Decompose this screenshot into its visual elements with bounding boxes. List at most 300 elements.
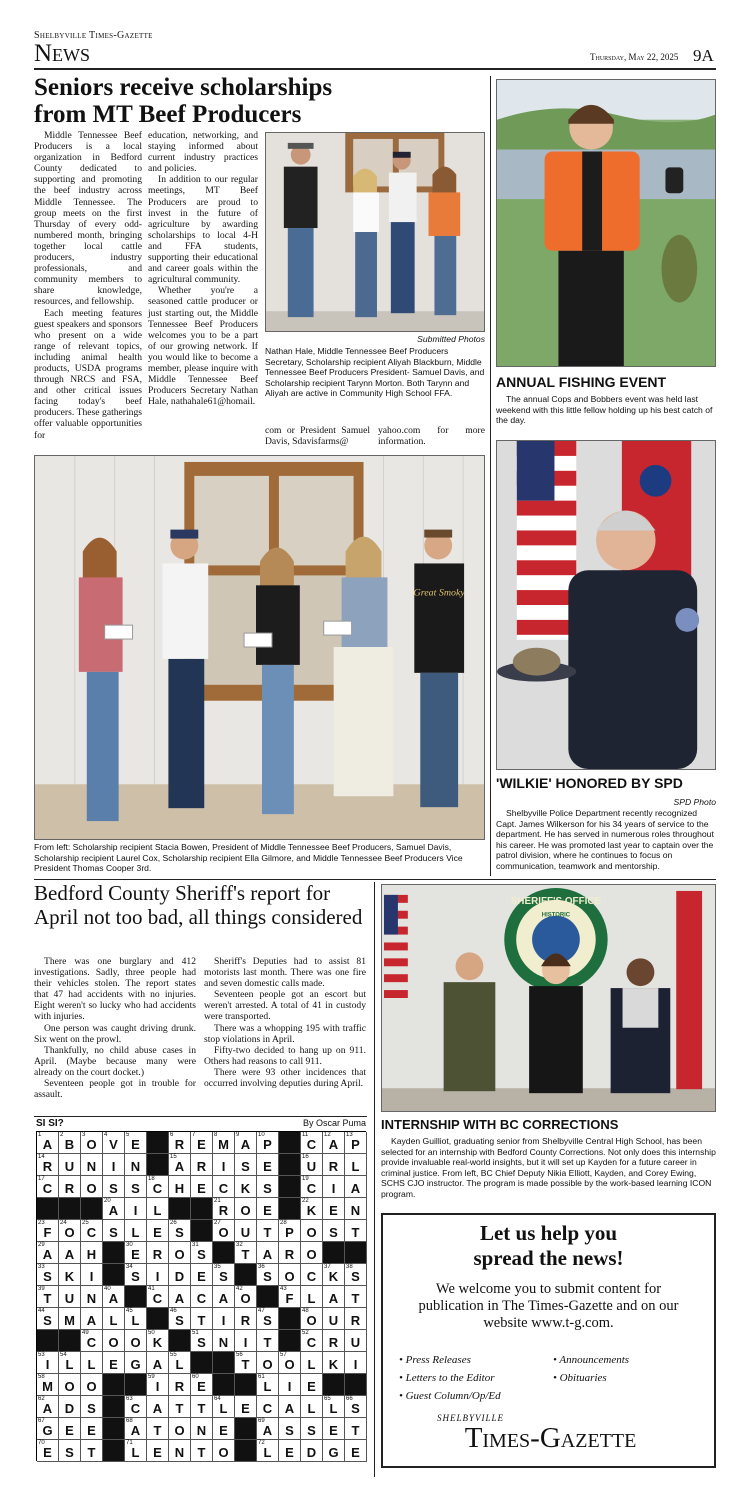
crossword-cell	[279, 1440, 301, 1462]
crossword-letter: G	[328, 1445, 339, 1460]
promo-body: We welcome you to submit content for publication in The Times-Gazette and on our website www.t-g.com.	[418, 1281, 679, 1331]
crossword-cell	[37, 1396, 59, 1418]
crossword-cell	[257, 1264, 279, 1286]
crossword-cell	[191, 1132, 213, 1154]
crossword-cell	[81, 1440, 103, 1462]
crossword-letter: N	[86, 1291, 97, 1306]
crossword-letter: I	[221, 1159, 226, 1174]
crossword-cell	[37, 1220, 59, 1242]
crossword-letter: L	[263, 1379, 272, 1394]
crossword-cell	[169, 1352, 191, 1374]
sheriff-p9: There were 93 other incidences that occurred involving deputies during April.	[204, 1066, 366, 1090]
crossword-cell	[169, 1308, 191, 1330]
sheriff-p8: Fifty-two decided to hang up on 911. Others had reasons to call 911.	[204, 1044, 366, 1067]
crossword-letter: I	[287, 1379, 292, 1394]
crossword-black-square	[147, 1308, 169, 1330]
crossword-letter: C	[262, 1401, 273, 1416]
crossword-cell	[81, 1308, 103, 1330]
crossword-letter: O	[284, 1357, 295, 1372]
crossword-cell	[345, 1396, 367, 1418]
crossword-cell	[257, 1198, 279, 1220]
sheriff-p1: There was one burglary and 412 investigations. Sadly, three people had their vehicles stolen. The report states that 47 had accidents with no injuries. Eight weren't so lucky who had accidents with injuries.	[34, 956, 196, 1023]
crossword-clue-number: 29	[38, 1242, 45, 1248]
crossword-letter: E	[329, 1203, 338, 1218]
crossword-cell	[323, 1286, 345, 1308]
sheriff-col-2	[204, 956, 366, 1089]
crossword-letter: S	[329, 1225, 338, 1240]
badge-lettering: SHERIFF'S OFFICE	[510, 895, 602, 907]
crossword-letter: E	[87, 1423, 96, 1438]
crossword-cell	[191, 1440, 213, 1462]
crossword-letter: T	[197, 1401, 206, 1416]
crossword-letter: L	[219, 1401, 228, 1416]
crossword-cell	[345, 1154, 367, 1176]
crossword-cell	[81, 1176, 103, 1198]
crossword-cell	[147, 1264, 169, 1286]
crossword-letter: O	[86, 1137, 97, 1152]
crossword-black-square	[345, 1374, 367, 1396]
crossword-cell	[213, 1198, 235, 1220]
crossword-cell	[191, 1242, 213, 1264]
crossword-letter: S	[65, 1445, 74, 1460]
crossword-cell	[213, 1396, 235, 1418]
crossword-letter: C	[130, 1401, 141, 1416]
crossword-letter: E	[241, 1401, 250, 1416]
crossword-clue-number: 23	[38, 1220, 45, 1226]
crossword-letter: K	[152, 1335, 163, 1350]
promo-item-obituaries: • Obituaries	[553, 1372, 607, 1384]
crossword-cell	[301, 1154, 323, 1176]
crossword-letter: N	[174, 1445, 185, 1460]
crossword-cell	[147, 1198, 169, 1220]
wilkie-photo	[496, 440, 716, 770]
promo-item-guest: • Guest Column/Op/Ed	[399, 1390, 501, 1402]
crossword-letter: T	[351, 1291, 360, 1306]
promo-item-label: Letters to the Editor	[405, 1372, 495, 1384]
crossword-letter: A	[130, 1423, 141, 1438]
crossword-letter: A	[350, 1181, 361, 1196]
wilkie-caption: Shelbyville Police Department recently recognized Capt. James Wilkerson for his 34 years of service to the department. He has served in numerous roles throughout his career. He was promoted last year to captain over the patrol division, where he continues to focus on communication, teamwork and mentorship.	[496, 808, 714, 871]
crossword-letter: S	[43, 1313, 52, 1328]
crossword-cell	[257, 1308, 279, 1330]
crossword-letter: T	[153, 1423, 162, 1438]
shirt-lettering: Great Smoky	[413, 587, 465, 599]
crossword-cell	[125, 1242, 147, 1264]
crossword-cell	[59, 1352, 81, 1374]
crossword-cell	[103, 1176, 125, 1198]
crossword-clue-number: 16	[302, 1154, 309, 1160]
crossword-clue-number: 49	[82, 1330, 89, 1336]
crossword-letter: O	[86, 1181, 97, 1196]
crossword-letter: S	[109, 1181, 118, 1196]
crossword-cell	[81, 1242, 103, 1264]
crossword-cell	[345, 1264, 367, 1286]
crossword-cell	[279, 1220, 301, 1242]
crossword-cell	[59, 1286, 81, 1308]
crossword-cell	[147, 1220, 169, 1242]
crossword-letter: E	[285, 1445, 294, 1460]
crossword-clue-number: 37	[324, 1264, 331, 1270]
beef-large-photo	[34, 455, 485, 840]
crossword-cell	[235, 1220, 257, 1242]
crossword-clue-number: 9	[236, 1132, 240, 1138]
crossword-clue-number: 15	[170, 1154, 177, 1160]
promo-logo-small: SHELBYVILLE	[437, 1413, 505, 1423]
crossword-title: SI SI?	[36, 1118, 64, 1129]
crossword-clue-number: 6	[170, 1132, 174, 1138]
promo-left-list	[399, 1351, 549, 1405]
paper-name: Shelbyville Times-Gazette	[34, 30, 153, 41]
crossword-letter: R	[174, 1137, 185, 1152]
crossword-clue-number: 42	[236, 1286, 243, 1292]
crossword-cell	[301, 1308, 323, 1330]
crossword-letter: L	[87, 1357, 96, 1372]
beef-col-4: yahoo.com for more information.	[378, 425, 485, 448]
crossword-cell	[279, 1242, 301, 1264]
crossword-letter: S	[263, 1181, 272, 1196]
crossword-cell	[323, 1198, 345, 1220]
beef-headline-1: Seniors receive scholarships	[34, 74, 333, 101]
crossword-cell	[345, 1440, 367, 1462]
sheriff-p7: There was a whopping 195 with traffic stop violations in April.	[204, 1022, 366, 1045]
crossword-letter: A	[174, 1291, 185, 1306]
crossword-cell	[279, 1396, 301, 1418]
crossword-clue-number: 30	[126, 1242, 133, 1248]
crossword-clue-number: 63	[126, 1396, 133, 1402]
crossword-cell	[125, 1198, 147, 1220]
internship-caption: Kayden Guilliot, graduating senior from Shelbyville Central High School, has been selected for an internship with Bedford County Corrections. Not only does this internship provide invaluable real-world insights, but it will set up Kayden for a future career in criminal justice. From left, BC Chief Deputy Nikia Elliott, Kayden, and Corey Ewing, SCHS CJO instructor. The program is made possible by the work-based learning ICON program.	[381, 1136, 716, 1199]
crossword-clue-number: 53	[38, 1352, 45, 1358]
crossword-clue-number: 26	[170, 1220, 177, 1226]
crossword-clue-number: 65	[324, 1396, 331, 1402]
crossword-cell	[37, 1154, 59, 1176]
crossword-letter: O	[174, 1423, 185, 1438]
crossword-cell	[147, 1418, 169, 1440]
crossword-cell	[59, 1440, 81, 1462]
crossword-letter: S	[175, 1313, 184, 1328]
crossword-cell	[345, 1176, 367, 1198]
crossword-black-square	[279, 1132, 301, 1154]
crossword-cell	[125, 1264, 147, 1286]
wilkie-headline: 'WILKIE' HONORED BY SPD	[496, 775, 683, 791]
crossword-clue-number: 25	[82, 1220, 89, 1226]
crossword-letter: N	[350, 1203, 361, 1218]
crossword-cell	[59, 1132, 81, 1154]
crossword-black-square	[103, 1374, 125, 1396]
crossword-cell	[235, 1308, 257, 1330]
crossword-letter: I	[331, 1181, 336, 1196]
crossword-letter: E	[131, 1247, 140, 1262]
crossword-byline: By Oscar Puma	[302, 1118, 366, 1128]
crossword-cell	[235, 1132, 257, 1154]
crossword-letter: O	[240, 1203, 251, 1218]
crossword-cell	[191, 1396, 213, 1418]
crossword-cell	[301, 1132, 323, 1154]
crossword-black-square	[103, 1264, 125, 1286]
crossword-letter: U	[328, 1313, 339, 1328]
crossword-cell	[235, 1198, 257, 1220]
crossword-cell	[125, 1308, 147, 1330]
crossword-letter: G	[42, 1423, 53, 1438]
crossword-cell	[81, 1396, 103, 1418]
crossword-cell	[59, 1418, 81, 1440]
crossword-clue-number: 57	[280, 1352, 287, 1358]
crossword-clue-number: 17	[38, 1176, 45, 1182]
crossword-clue-number: 12	[324, 1132, 331, 1138]
sheriff-headline: Bedford County Sheriff's report for April not too bad, all things considered	[34, 881, 363, 929]
crossword-clue-number: 3	[82, 1132, 86, 1138]
crossword-cell	[257, 1330, 279, 1352]
crossword-cell	[191, 1374, 213, 1396]
issue-date: Thursday, May 22, 2025	[590, 52, 679, 62]
crossword-letter: U	[64, 1159, 75, 1174]
crossword-letter: T	[175, 1401, 184, 1416]
crossword-cell	[213, 1308, 235, 1330]
crossword-letter: P	[351, 1137, 360, 1152]
crossword-black-square	[37, 1198, 59, 1220]
crossword-cell	[169, 1264, 191, 1286]
crossword-black-square	[59, 1198, 81, 1220]
crossword-letter: R	[174, 1379, 185, 1394]
crossword-cell	[147, 1286, 169, 1308]
crossword-letter: L	[329, 1401, 338, 1416]
crossword-clue-number: 22	[302, 1198, 309, 1204]
crossword-cell	[213, 1440, 235, 1462]
crossword-letter: A	[42, 1247, 53, 1262]
crossword-cell	[37, 1286, 59, 1308]
crossword-cell	[125, 1440, 147, 1462]
crossword-cell	[235, 1352, 257, 1374]
crossword-cell	[345, 1330, 367, 1352]
crossword-letter: D	[64, 1401, 75, 1416]
crossword-clue-number: 46	[170, 1308, 177, 1314]
crossword-cell	[213, 1132, 235, 1154]
crossword-black-square	[235, 1418, 257, 1440]
promo-box	[381, 1213, 716, 1468]
crossword-letter: L	[307, 1291, 316, 1306]
crossword-black-square	[279, 1176, 301, 1198]
crossword-letter: L	[307, 1401, 316, 1416]
crossword-clue-number: 43	[280, 1286, 287, 1292]
crossword-cell	[257, 1418, 279, 1440]
crossword-letter: S	[175, 1225, 184, 1240]
crossword-cell	[213, 1220, 235, 1242]
crossword-cell	[169, 1242, 191, 1264]
crossword-cell	[37, 1308, 59, 1330]
crossword-clue-number: 55	[170, 1352, 177, 1358]
crossword-black-square	[103, 1418, 125, 1440]
crossword-letter: M	[64, 1313, 75, 1328]
crossword-cell	[125, 1176, 147, 1198]
crossword-letter: F	[43, 1225, 52, 1240]
crossword-black-square	[257, 1286, 279, 1308]
crossword-cell	[147, 1352, 169, 1374]
crossword-cell	[301, 1396, 323, 1418]
crossword-cell	[235, 1286, 257, 1308]
sheriff-col-1	[34, 956, 196, 1100]
crossword-cell	[345, 1418, 367, 1440]
promo-item-label: Obituaries	[559, 1372, 607, 1384]
crossword-clue-number: 5	[126, 1132, 130, 1138]
crossword-clue-number: 18	[148, 1176, 155, 1182]
crossword-clue-number: 8	[214, 1132, 218, 1138]
crossword-letter: T	[351, 1225, 360, 1240]
crossword-cell	[279, 1264, 301, 1286]
crossword-clue-number: 60	[192, 1374, 199, 1380]
crossword-cell	[81, 1374, 103, 1396]
crossword-letter: C	[306, 1269, 317, 1284]
crossword-letter: A	[328, 1291, 339, 1306]
crossword-black-square	[81, 1198, 103, 1220]
crossword-letter: S	[241, 1159, 250, 1174]
crossword-cell	[345, 1352, 367, 1374]
crossword-letter: E	[197, 1379, 206, 1394]
crossword-cell	[279, 1286, 301, 1308]
beef-col-3: com or President Samuel Davis, Sdavisfarms@	[265, 425, 370, 448]
crossword-letter: S	[87, 1401, 96, 1416]
crossword-letter: O	[86, 1379, 97, 1394]
crossword-cell	[81, 1264, 103, 1286]
crossword-letter: S	[197, 1247, 206, 1262]
crossword-cell	[103, 1286, 125, 1308]
crossword-cell	[345, 1220, 367, 1242]
crossword-letter: T	[197, 1313, 206, 1328]
crossword-letter: A	[262, 1423, 273, 1438]
crossword-clue-number: 14	[38, 1154, 45, 1160]
crossword-letter: C	[306, 1335, 317, 1350]
crossword-black-square	[213, 1352, 235, 1374]
crossword-letter: A	[42, 1401, 53, 1416]
crossword-clue-number: 11	[302, 1132, 309, 1138]
crossword-clue-number: 71	[126, 1440, 133, 1446]
promo-logo: Times-Gazette	[464, 1422, 637, 1454]
crossword-cell	[59, 1264, 81, 1286]
crossword-cell	[81, 1330, 103, 1352]
crossword-clue-number: 72	[258, 1440, 265, 1446]
crossword-black-square	[323, 1242, 345, 1264]
crossword-letter: R	[240, 1313, 251, 1328]
promo-item-press: • Press Releases	[399, 1354, 471, 1366]
crossword-clue-number: 27	[214, 1220, 221, 1226]
crossword-cell	[257, 1440, 279, 1462]
crossword-letter: R	[350, 1313, 361, 1328]
crossword-letter: A	[262, 1247, 273, 1262]
crossword-cell	[323, 1396, 345, 1418]
crossword-cell	[37, 1264, 59, 1286]
crossword-letter: L	[307, 1357, 316, 1372]
crossword-cell	[103, 1308, 125, 1330]
crossword-letter: L	[65, 1357, 74, 1372]
crossword-letter: I	[221, 1313, 226, 1328]
crossword-letter: K	[64, 1269, 75, 1284]
crossword-cell	[301, 1418, 323, 1440]
crossword-cell	[81, 1132, 103, 1154]
crossword-cell	[59, 1154, 81, 1176]
promo-right-list	[553, 1351, 703, 1387]
crossword-clue-number: 61	[258, 1374, 265, 1380]
crossword-black-square	[323, 1374, 345, 1396]
crossword-letter: A	[240, 1137, 251, 1152]
page-number: 9A	[693, 46, 714, 65]
crossword-letter: S	[131, 1269, 140, 1284]
crossword-cell	[37, 1374, 59, 1396]
crossword-cell	[169, 1220, 191, 1242]
crossword-cell	[345, 1286, 367, 1308]
crossword-letter: O	[284, 1269, 295, 1284]
crossword-letter: R	[196, 1159, 207, 1174]
crossword-clue-number: 64	[214, 1396, 221, 1402]
crossword-letter: S	[351, 1401, 360, 1416]
crossword-letter: L	[109, 1313, 118, 1328]
crossword-cell	[213, 1264, 235, 1286]
sheriff-p2: One person was caught driving drunk. Six went on the prowl.	[34, 1022, 196, 1045]
beef-p1: Middle Tennessee Beef Producers is a local organization in Bedford County dedicated to supporting and promoting the beef industry across Middle Tennessee. The group meets on the first Thursday of every odd-numbered month, bringing together local cattle producers, industry professionals, and community members to share knowledge, resources, and fellowship.	[34, 130, 142, 308]
crossword-letter: A	[42, 1137, 53, 1152]
badge-sub-lettering: HISTORIC	[541, 912, 571, 919]
crossword-clue-number: 4	[104, 1132, 108, 1138]
crossword-cell	[59, 1308, 81, 1330]
crossword-letter: R	[152, 1247, 163, 1262]
crossword-letter: O	[306, 1313, 317, 1328]
crossword-cell	[301, 1176, 323, 1198]
crossword-cell	[147, 1176, 169, 1198]
crossword-letter: S	[109, 1225, 118, 1240]
crossword-letter: O	[262, 1357, 273, 1372]
crossword-black-square	[125, 1374, 147, 1396]
crossword-letter: N	[196, 1423, 207, 1438]
crossword-letter: S	[307, 1423, 316, 1438]
crossword-cell	[59, 1220, 81, 1242]
crossword-clue-number: 35	[214, 1264, 221, 1270]
crossword-cell	[147, 1396, 169, 1418]
crossword-letter: U	[240, 1225, 251, 1240]
crossword-letter: T	[351, 1423, 360, 1438]
sheriff-p5: Sheriff's Deputies had to assist 81 motorists last month. There was one fire and seven domestic calls made.	[204, 956, 366, 990]
crossword-clue-number: 19	[302, 1176, 309, 1182]
crossword-cell	[191, 1286, 213, 1308]
crossword-cell	[301, 1198, 323, 1220]
crossword-clue-number: 1	[38, 1132, 42, 1138]
beef-large-caption: From left: Scholarship recipient Stacia Bowen, President of Middle Tennessee Beef Producers, Samuel Davis, Scholarship recipient Laurel Cox, Scholarship recipient Ella Gilmore, and Middle Tennessee Beef Producers Vice President Thomas Cooper 3rd.	[34, 842, 463, 874]
crossword-letter: O	[306, 1247, 317, 1262]
crossword-grid	[36, 1131, 366, 1461]
crossword-letter: G	[130, 1357, 141, 1372]
crossword-cell	[213, 1286, 235, 1308]
crossword-clue-number: 56	[236, 1352, 243, 1358]
crossword-cell	[59, 1396, 81, 1418]
crossword-letter: T	[241, 1247, 250, 1262]
crossword-letter: N	[218, 1335, 229, 1350]
crossword-cell	[301, 1352, 323, 1374]
crossword-cell	[125, 1220, 147, 1242]
crossword-letter: E	[131, 1137, 140, 1152]
crossword-letter: I	[111, 1159, 116, 1174]
crossword-letter: L	[263, 1445, 272, 1460]
crossword-letter: T	[87, 1445, 96, 1460]
crossword-letter: S	[263, 1313, 272, 1328]
crossword-black-square	[235, 1374, 257, 1396]
crossword-cell	[125, 1154, 147, 1176]
promo-heading-2: spread the news!	[473, 1246, 624, 1270]
crossword-letter: C	[42, 1181, 53, 1196]
crossword-clue-number: 48	[302, 1308, 309, 1314]
promo-item-label: Guest Column/Op/Ed	[405, 1390, 501, 1402]
crossword-cell	[81, 1154, 103, 1176]
crossword-cell	[323, 1264, 345, 1286]
crossword-black-square	[191, 1220, 213, 1242]
crossword-letter: K	[240, 1181, 251, 1196]
crossword-clue-number: 13	[346, 1132, 353, 1138]
